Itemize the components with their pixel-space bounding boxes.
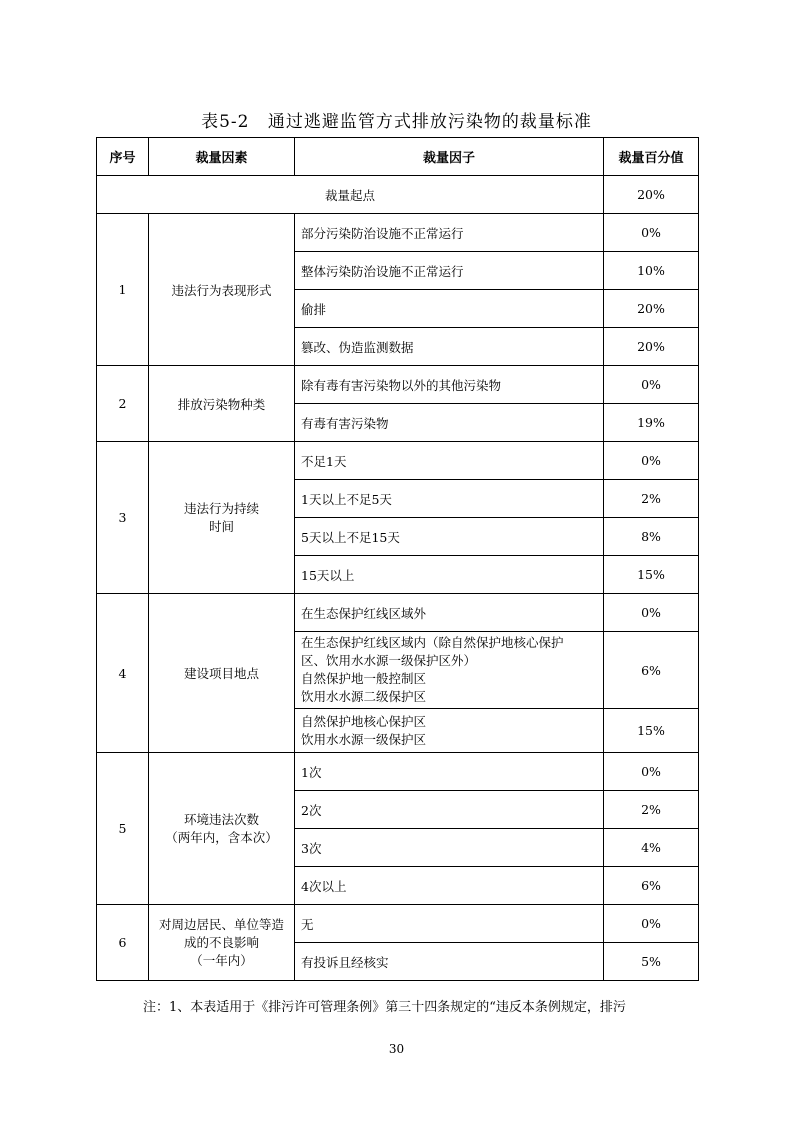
- subfactor-cell: [295, 709, 604, 753]
- group-factor-line: 成的不良影响: [183, 934, 259, 950]
- group-factor: 建设项目地点: [149, 594, 295, 753]
- pct-cell: 0%: [604, 366, 699, 404]
- group-seq: 5: [97, 753, 149, 905]
- subfactor-cell: 1天以上不足5天: [295, 480, 604, 518]
- group-seq: 6: [97, 905, 149, 981]
- group-factor-line: （一年内）: [190, 952, 253, 968]
- subfactor-cell: 在生态保护红线区域外: [295, 594, 604, 632]
- pct-cell: 0%: [604, 905, 699, 943]
- subfactor-cell: 5天以上不足15天: [295, 518, 604, 556]
- pct-cell: 0%: [604, 214, 699, 252]
- group-factor: [149, 442, 295, 594]
- header-subfactor: 裁量因子: [295, 138, 604, 176]
- pct-cell: 4%: [604, 829, 699, 867]
- subfactor-cell: [295, 632, 604, 709]
- baseline-pct: 20%: [604, 176, 699, 214]
- subfactor-cell: 2次: [295, 791, 604, 829]
- group-seq: 3: [97, 442, 149, 594]
- subfactor-cell: 篡改、伪造监测数据: [295, 328, 604, 366]
- subfactor-cell: 整体污染防治设施不正常运行: [295, 252, 604, 290]
- pct-cell: 6%: [604, 867, 699, 905]
- pct-cell: 8%: [604, 518, 699, 556]
- group-factor-line: 环境违法次数: [183, 811, 259, 827]
- pct-cell: 2%: [604, 480, 699, 518]
- table-row: [97, 753, 699, 791]
- pct-cell: 0%: [604, 753, 699, 791]
- group-factor: 违法行为表现形式: [149, 214, 295, 366]
- group-factor-line: （两年内，含本次）: [165, 829, 278, 845]
- header-seq: 序号: [97, 138, 149, 176]
- header-pct: 裁量百分值: [604, 138, 699, 176]
- table-row: [97, 594, 699, 632]
- group-factor-line: 对周边居民、单位等造: [158, 916, 284, 932]
- header-factor: 裁量因素: [149, 138, 295, 176]
- group-seq: 4: [97, 594, 149, 753]
- pct-cell: 0%: [604, 594, 699, 632]
- table-row: [97, 214, 699, 252]
- group-seq: 2: [97, 366, 149, 442]
- header-row: [97, 138, 699, 176]
- subfactor-cell: 无: [295, 905, 604, 943]
- group-factor-line: 时间: [208, 518, 234, 534]
- pct-cell: 19%: [604, 404, 699, 442]
- subfactor-line: 自然保护地一般控制区: [301, 671, 427, 686]
- subfactor-cell: 部分污染防治设施不正常运行: [295, 214, 604, 252]
- table-title-text: 通过逃避监管方式排放污染物的裁量标准: [267, 112, 592, 132]
- pct-cell: 5%: [604, 943, 699, 981]
- group-seq: 1: [97, 214, 149, 366]
- subfactor-line: 饮用水水源二级保护区: [301, 689, 427, 704]
- subfactor-line: 在生态保护红线区域内（除自然保护地核心保护: [301, 635, 564, 650]
- table-title: [0, 107, 793, 132]
- subfactor-cell: 3次: [295, 829, 604, 867]
- page-number: 30: [388, 1042, 405, 1056]
- subfactor-cell: 不足1天: [295, 442, 604, 480]
- group-factor: [149, 753, 295, 905]
- group-factor: [149, 905, 295, 981]
- group-factor-line: 违法行为持续: [183, 500, 259, 516]
- pct-cell: 20%: [604, 290, 699, 328]
- pct-cell: 10%: [604, 252, 699, 290]
- subfactor-cell: 15天以上: [295, 556, 604, 594]
- table-row: [97, 905, 699, 943]
- subfactor-line: 区、饮用水水源一级保护区外）: [301, 653, 477, 668]
- subfactor-cell: 1次: [295, 753, 604, 791]
- subfactor-cell: 有投诉且经核实: [295, 943, 604, 981]
- subfactor-cell: 4次以上: [295, 867, 604, 905]
- pct-cell: 15%: [604, 709, 699, 753]
- baseline-row: [97, 176, 699, 214]
- table-number: 表5-2: [201, 112, 250, 132]
- subfactor-cell: 偷排: [295, 290, 604, 328]
- pct-cell: 0%: [604, 442, 699, 480]
- baseline-label: 裁量起点: [97, 176, 604, 214]
- subfactor-line: 饮用水水源一级保护区: [301, 731, 427, 747]
- pct-cell: 6%: [604, 632, 699, 709]
- table-footnote: 注：1、本表适用于《排污许可管理条例》第三十四条规定的“违反本条例规定，排污: [143, 1000, 626, 1015]
- discretion-standard-table: [96, 137, 699, 981]
- subfactor-cell: 有毒有害污染物: [295, 404, 604, 442]
- pct-cell: 15%: [604, 556, 699, 594]
- subfactor-line: 自然保护地核心保护区: [301, 713, 427, 729]
- table-row: [97, 366, 699, 404]
- table-row: [97, 442, 699, 480]
- pct-cell: 20%: [604, 328, 699, 366]
- pct-cell: 2%: [604, 791, 699, 829]
- subfactor-cell: 除有毒有害污染物以外的其他污染物: [295, 366, 604, 404]
- group-factor: 排放污染物种类: [149, 366, 295, 442]
